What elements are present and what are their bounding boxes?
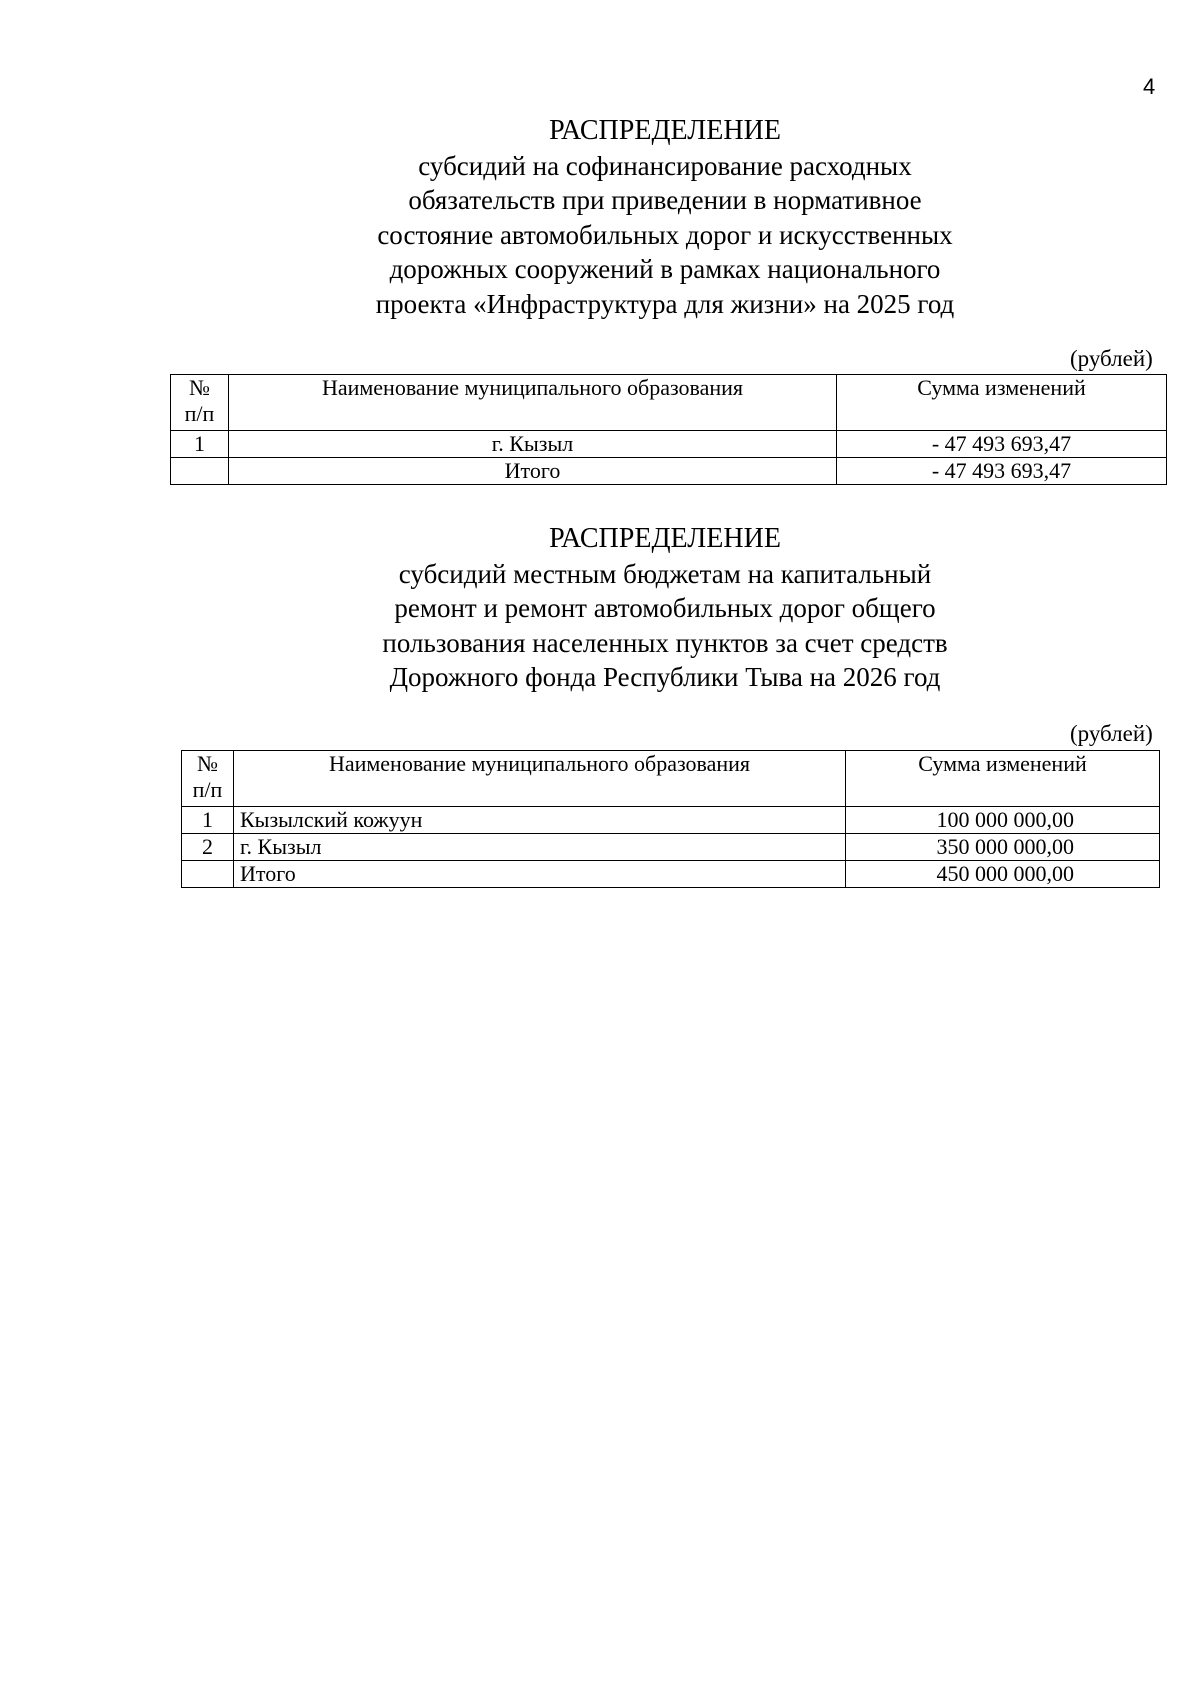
row-name: г. Кызыл xyxy=(229,431,837,458)
row-name: Итого xyxy=(234,861,846,888)
page-number: 4 xyxy=(1143,74,1156,99)
header-num-line1: № xyxy=(197,751,218,776)
header-num xyxy=(171,375,229,431)
section1-table xyxy=(170,374,1167,485)
section1-title: РАСПРЕДЕЛЕНИЕ xyxy=(549,115,781,146)
section2-line: пользования населенных пунктов за счет средств xyxy=(382,627,948,658)
section2-line: субсидий местным бюджетам на капитальный xyxy=(398,558,932,589)
row-num: 2 xyxy=(182,834,234,861)
table-header-row xyxy=(171,375,1167,431)
header-sum: Сумма изменений xyxy=(837,375,1167,431)
section2-line: ремонт и ремонт автомобильных дорог общего xyxy=(394,593,936,623)
row-num xyxy=(171,458,229,485)
section2-heading xyxy=(250,522,1080,695)
table-row xyxy=(182,807,1160,834)
row-num xyxy=(182,861,234,888)
section2-title: РАСПРЕДЕЛЕНИЕ xyxy=(549,523,781,554)
header-name: Наименование муниципального образования xyxy=(234,751,846,807)
row-sum: - 47 493 693,47 xyxy=(837,458,1167,485)
row-name: Итого xyxy=(229,458,837,485)
table-row xyxy=(171,431,1167,458)
header-num-line2: п/п xyxy=(192,777,223,802)
row-sum: 450 000 000,00 xyxy=(846,861,1160,888)
table-row-total xyxy=(171,458,1167,485)
section1-heading xyxy=(250,114,1080,321)
row-name: г. Кызыл xyxy=(234,834,846,861)
table-row-total xyxy=(182,861,1160,888)
section1-line: дорожных сооружений в рамках национального xyxy=(389,254,941,284)
section1-line: обязательств при приведении в нормативное xyxy=(408,185,922,215)
table-header-row xyxy=(182,751,1160,807)
header-sum: Сумма изменений xyxy=(846,751,1160,807)
row-sum: 100 000 000,00 xyxy=(846,807,1160,834)
row-sum: - 47 493 693,47 xyxy=(837,431,1167,458)
section1-line: проекта «Инфраструктура для жизни» на 2025 год xyxy=(375,288,955,319)
header-num-line2: п/п xyxy=(184,401,215,426)
header-num xyxy=(182,751,234,807)
section1-unit: (рублей) xyxy=(1070,346,1153,371)
section1-line: состояние автомобильных дорог и искусственных xyxy=(377,219,953,250)
row-num: 1 xyxy=(171,431,229,458)
header-num-line1: № xyxy=(189,375,210,400)
section2-unit: (рублей) xyxy=(1070,721,1153,746)
section2-table xyxy=(181,750,1160,888)
section1-line: субсидий на софинансирование расходных xyxy=(418,150,912,181)
row-num: 1 xyxy=(182,807,234,834)
row-sum: 350 000 000,00 xyxy=(846,834,1160,861)
section2-line: Дорожного фонда Республики Тыва на 2026 год xyxy=(389,662,941,692)
table-row xyxy=(182,834,1160,861)
row-name: Кызылский кожуун xyxy=(234,807,846,834)
header-name: Наименование муниципального образования xyxy=(229,375,837,431)
